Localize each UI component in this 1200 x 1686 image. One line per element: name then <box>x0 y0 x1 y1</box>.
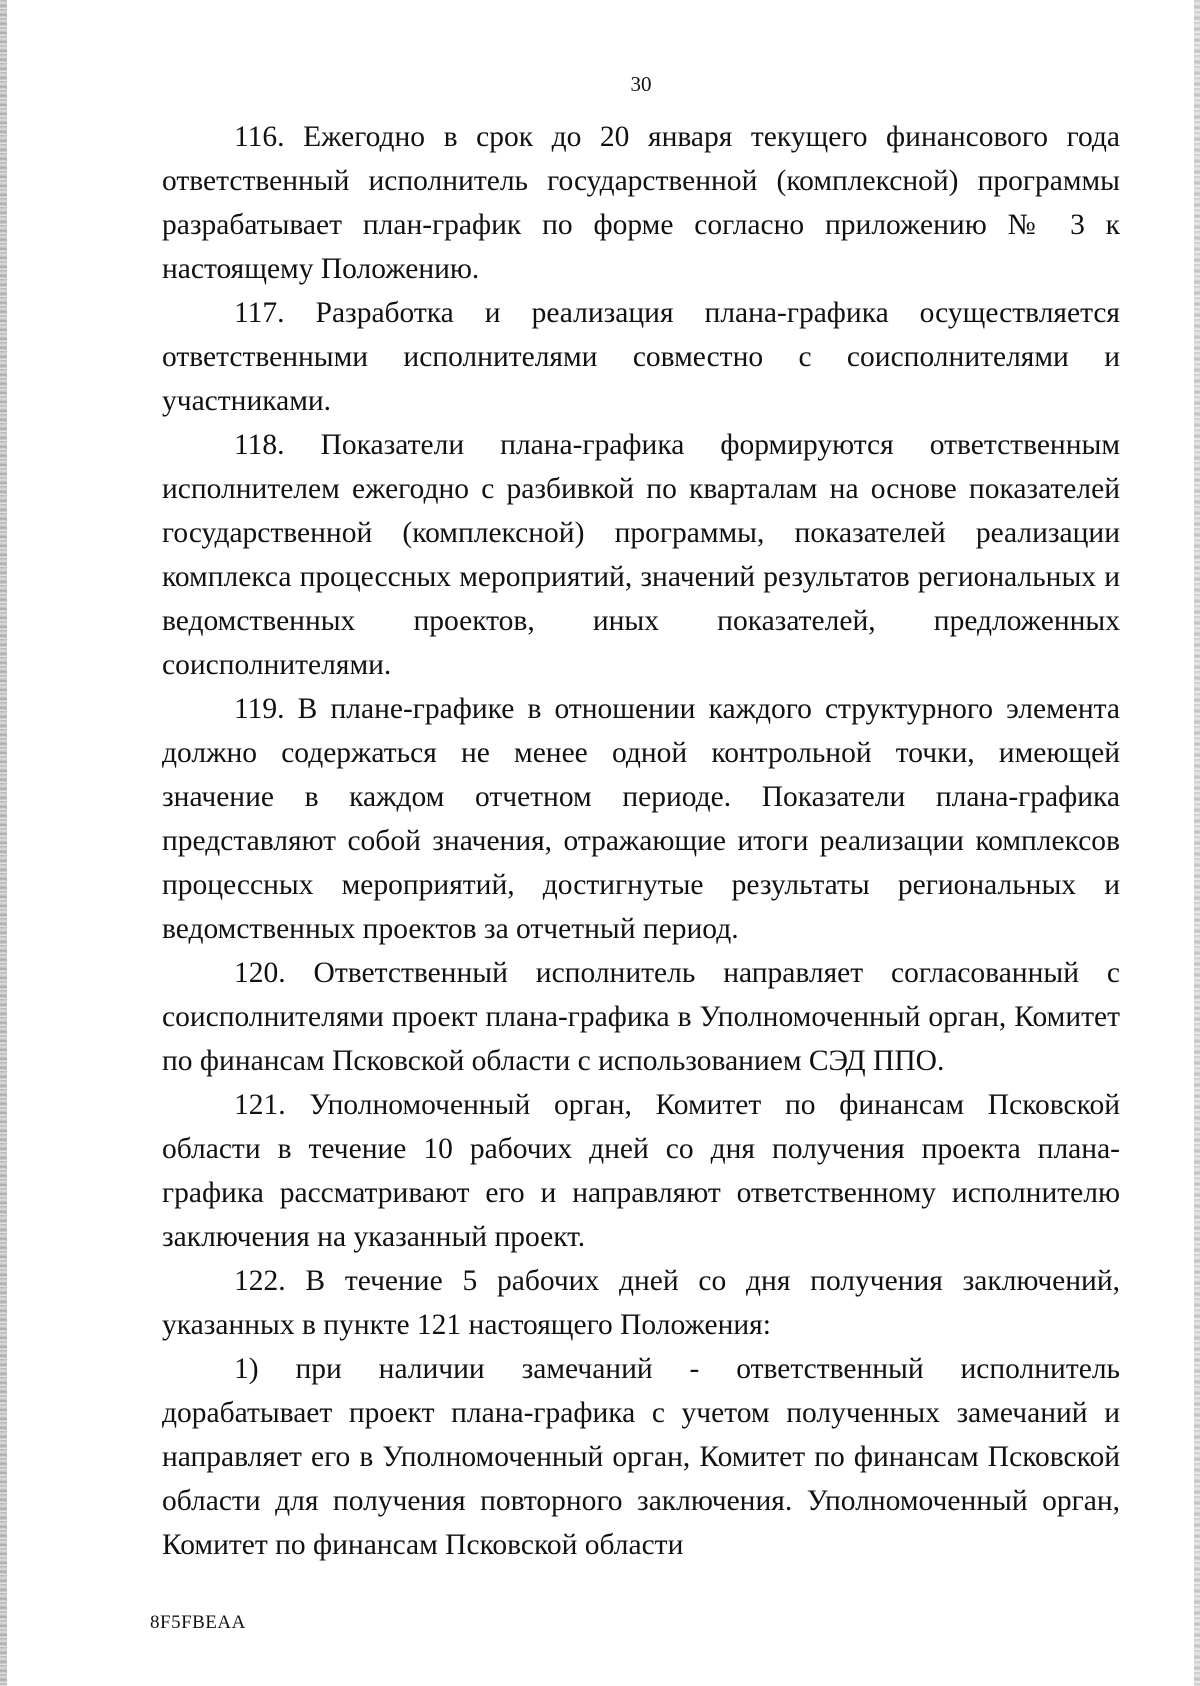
scan-edge-left <box>0 0 7 1686</box>
page-number: 30 <box>630 72 652 96</box>
paragraph-119: 119. В плане-графике в отношении каждого структурного элемента должно содержаться не менее одной контрольной точки, имеющей значение в каждом отчетном периоде. Показатели плана-графика представляют собой значения, отражающие итоги реализации комплексов процессных мероприятий, достигнутые результаты региональных и ведомственных проектов за отчетный период. <box>162 693 1120 945</box>
paragraph-122-item-1: 1) при наличии замечаний - ответственный исполнитель дорабатывает проект плана-графика с учетом полученных замечаний и направляет его в Уполномоченный орган, Комитет по финансам Псковской области для получения повторного заключения. Уполномоченный орган, Комитет по финансам Псковской области <box>162 1353 1120 1561</box>
paragraph-122: 122. В течение 5 рабочих дней со дня получения заключений, указанных в пункте 121 настоящего Положения: <box>162 1265 1120 1341</box>
document-code: 8F5FBEAA <box>150 1612 246 1633</box>
paragraph-120: 120. Ответственный исполнитель направляет согласованный с соисполнителями проект плана-графика в Уполномоченный орган, Комитет по финансам Псковской области с использованием СЭД ППО. <box>162 957 1120 1077</box>
paragraph-117: 117. Разработка и реализация плана-графика осуществляется ответственными исполнителями совместно с соисполнителями и участниками. <box>162 297 1120 417</box>
paragraph-116: 116. Ежегодно в срок до 20 января текущего финансового года ответственный исполнитель государственной (комплексной) программы разрабатывает план-график по форме согласно приложению № 3 к настоящему Положению. <box>162 121 1120 285</box>
scan-edge-right <box>1194 0 1200 1686</box>
document-body <box>162 115 1120 1567</box>
paragraph-121: 121. Уполномоченный орган, Комитет по финансам Псковской области в течение 10 рабочих дней со дня получения проекта плана-графика рассматривают его и направляют ответственному исполнителю заключения на указанный проект. <box>162 1089 1120 1253</box>
paragraph-118: 118. Показатели плана-графика формируются ответственным исполнителем ежегодно с разбивкой по кварталам на основе показателей государственной (комплексной) программы, показателей реализации комплекса процессных мероприятий, значений результатов региональных и ведомственных проектов, иных показателей, предложенных соисполнителями. <box>162 429 1120 681</box>
